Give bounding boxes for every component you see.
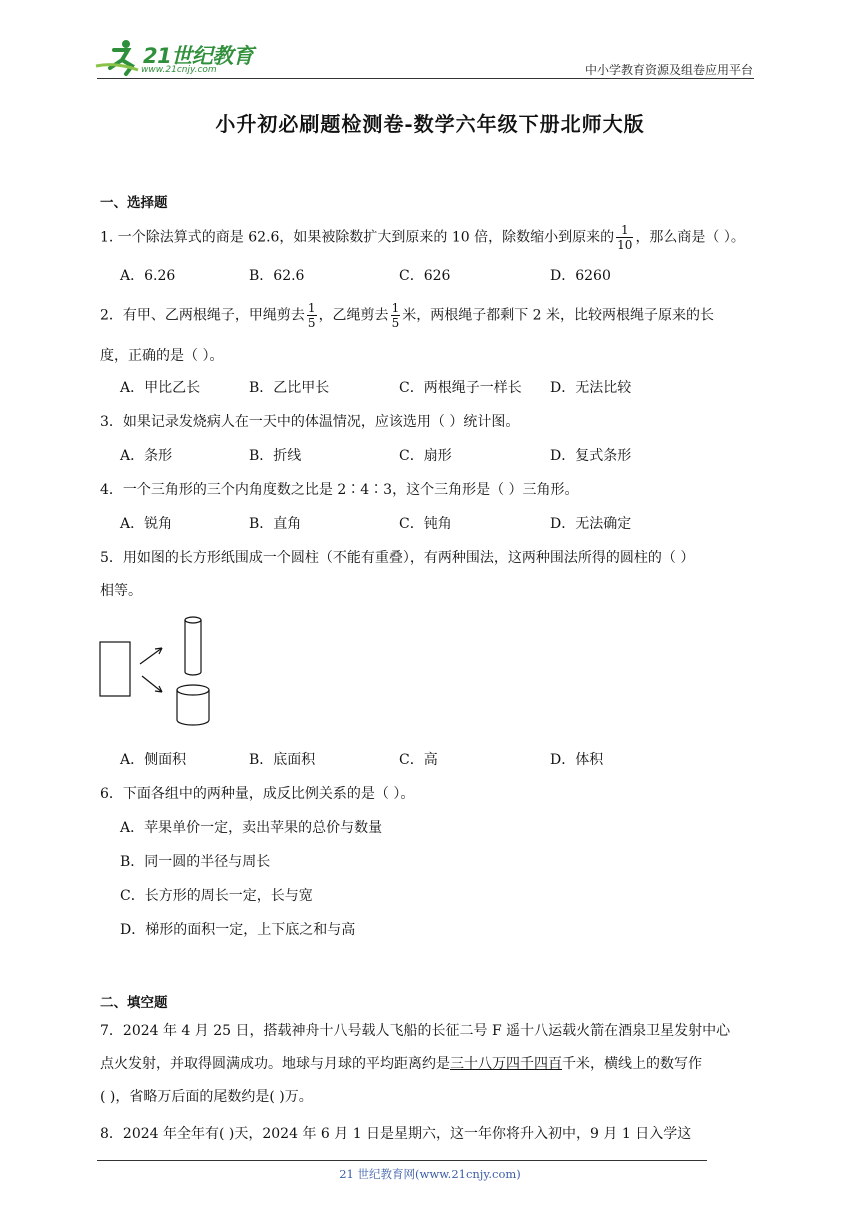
question-3: 3．如果记录发烧病人在一天中的体温情况，应该选用（ ）统计图。	[100, 414, 520, 430]
q6-option-b[interactable]: B．同一圆的半径与周长	[120, 854, 271, 870]
footer-source: 21 世纪教育网(www.21cnjy.com)	[339, 1167, 521, 1181]
arrow-down-icon	[142, 676, 162, 692]
q3-option-b[interactable]: B．折线	[249, 448, 302, 464]
rectangle-to-cylinder-figure	[96, 610, 216, 730]
section-heading-fill: 二、填空题	[100, 995, 168, 1011]
logo-text: 21世纪教育	[143, 44, 254, 68]
header-platform-name: 中小学教育资源及组卷应用平台	[584, 63, 753, 77]
fraction-1-5-b: $\frac{1}{5}$	[391, 301, 400, 330]
q2-option-b[interactable]: B．乙比甲长	[249, 380, 330, 396]
q4-option-d[interactable]: D．无法确定	[550, 516, 632, 532]
q3-option-a[interactable]: A．条形	[120, 448, 173, 464]
underlined-number-words: 三十八万四千四百	[450, 1056, 562, 1072]
q1-option-b[interactable]: B．62.6	[249, 268, 305, 284]
question-1-text-a: 1. 一个除法算式的商是 62.6，如果被除数扩大到原来的 10 倍，除数缩小到原来的	[100, 229, 615, 246]
q3-option-c[interactable]: C．扇形	[399, 448, 452, 464]
question-7-line-2: 点火发射，并取得圆满成功。地球与月球的平均距离约是三十八万四千四百千米，横线上的数写作	[100, 1056, 702, 1072]
q5-option-a[interactable]: A．侧面积	[120, 752, 187, 768]
header-divider	[97, 78, 754, 79]
q4-option-b[interactable]: B．直角	[249, 516, 302, 532]
question-7-line-1: 7．2024 年 4 月 25 日，搭载神舟十八号载人飞船的长征二号 F 遥十八运载火箭在酒泉卫星发射中心	[100, 1023, 731, 1039]
q4-option-a[interactable]: A．锐角	[120, 516, 173, 532]
q6-option-c[interactable]: C．长方形的周长一定，长与宽	[120, 888, 313, 904]
question-4: 4．一个三角形的三个内角度数之比是 2∶4∶3，这个三角形是（ ）三角形。	[100, 482, 579, 498]
q1-option-d[interactable]: D．6260	[550, 268, 611, 284]
question-1	[100, 224, 745, 251]
q2-option-d[interactable]: D．无法比较	[550, 380, 632, 396]
q5-option-b[interactable]: B．底面积	[249, 752, 316, 768]
q2-option-c[interactable]: C．两根绳子一样长	[399, 380, 522, 396]
page-title: 小升初必刷题检测卷-数学六年级下册北师大版	[215, 112, 645, 136]
q3-option-d[interactable]: D．复式条形	[550, 448, 632, 464]
paper-rectangle	[100, 642, 130, 696]
question-7-line-3: ( )，省略万后面的尾数约是( )万。	[100, 1089, 313, 1105]
logo-url: www.21cnjy.com	[141, 65, 217, 75]
q6-option-a[interactable]: A．苹果单价一定，卖出苹果的总价与数量	[120, 820, 383, 836]
tall-cylinder-icon	[185, 617, 201, 675]
question-5-line-1: 5．用如图的长方形纸围成一个圆柱（不能有重叠），有两种围法，这两种围法所得的圆柱的（ ）	[100, 550, 695, 566]
q6-option-d[interactable]: D．梯形的面积一定，上下底之和与高	[120, 922, 356, 938]
q5-option-d[interactable]: D．体积	[550, 752, 604, 768]
fraction-1-5-a: $\frac{1}{5}$	[307, 301, 316, 330]
q2-option-a[interactable]: A．甲比乙长	[120, 380, 201, 396]
question-2-line-1: 2．有甲、乙两根绳子，甲绳剪去 $\frac{1}{5}$ ，乙绳剪去 $\frac{1}{5}$ 米，两根绳子都剩下 2 米，比较两根绳子原来的长	[100, 301, 715, 330]
footer-divider	[97, 1160, 707, 1161]
arrow-up-icon	[140, 648, 162, 664]
fraction-1-10: $\frac{1}{10}$	[617, 223, 633, 252]
question-2-line-2: 度，正确的是（ ）。	[100, 348, 224, 364]
question-8-line-1: 8．2024 年全年有( )天，2024 年 6 月 1 日是星期六，这一年你将升入初中，9 月 1 日入学这	[100, 1126, 692, 1142]
short-cylinder-icon	[177, 685, 209, 725]
q4-option-c[interactable]: C．钝角	[399, 516, 452, 532]
question-5-line-2: 相等。	[100, 583, 142, 599]
question-1-text-b: ，那么商是（ ）。	[635, 229, 745, 246]
q1-option-a[interactable]: A．6.26	[120, 268, 176, 284]
q1-option-c[interactable]: C．626	[399, 268, 451, 284]
question-6: 6．下面各组中的两种量，成反比例关系的是（ ）。	[100, 786, 415, 802]
q5-option-c[interactable]: C．高	[399, 752, 438, 768]
section-heading-choice: 一、选择题	[100, 195, 168, 211]
